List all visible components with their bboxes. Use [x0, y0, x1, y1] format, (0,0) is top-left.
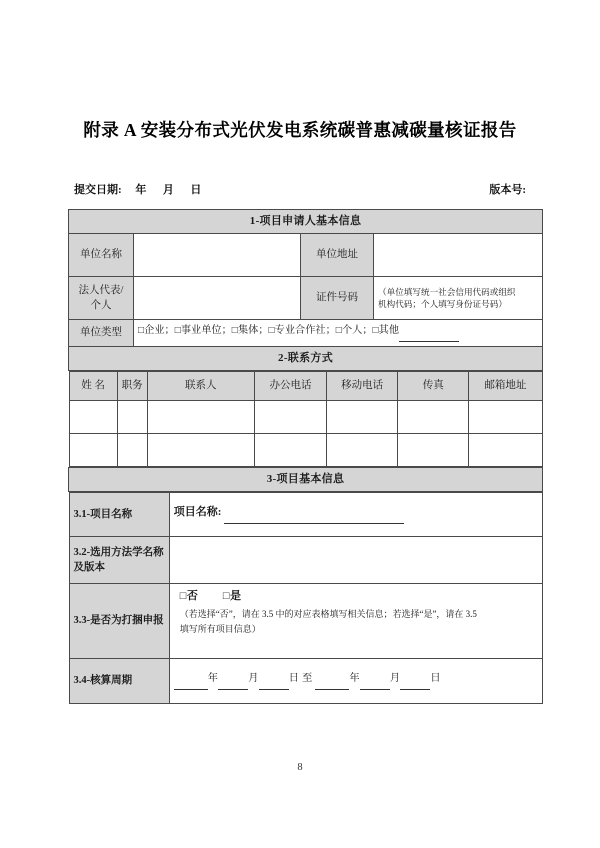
col-header-name: 姓 名 [69, 372, 117, 401]
cycle-start-month-input[interactable] [218, 674, 248, 690]
cycle-start-month-unit: 月 [248, 673, 259, 685]
cycle-end-month-input[interactable] [360, 674, 390, 690]
legal-rep-label-line1: 法人代表/ [78, 284, 124, 296]
item31-value-cell[interactable] [169, 493, 542, 537]
unit-name-input[interactable] [134, 234, 301, 277]
unit-address-label: 单位地址 [301, 234, 374, 277]
cell-mobile-phone[interactable] [327, 401, 398, 434]
cell-name[interactable] [69, 401, 117, 434]
cycle-end-day-unit: 日 [430, 673, 441, 685]
unit-type-options[interactable] [134, 320, 543, 347]
section2-heading: 2-联系方式 [69, 347, 543, 371]
id-number-label: 证件号码 [301, 277, 374, 320]
contact-table-header-row [69, 372, 542, 401]
unit-type-other-blank[interactable] [399, 326, 459, 342]
item32-input[interactable] [169, 537, 542, 584]
cycle-start-day-input[interactable] [259, 674, 289, 690]
section3-heading-row [69, 468, 543, 492]
cell-office-phone[interactable] [254, 434, 326, 467]
table-row [69, 277, 543, 320]
cycle-start-day-unit: 日 [288, 673, 300, 685]
page-number: 8 [297, 762, 303, 773]
application-form-table [68, 209, 543, 704]
col-header-mobile-phone: 移动电话 [327, 372, 398, 401]
item32-label-line1: 3.2-选用方法学名称 [73, 546, 164, 558]
item34-value-cell[interactable] [169, 659, 542, 704]
item33-label: 3.3-是否为打捆申报 [69, 584, 169, 659]
item32-label [69, 537, 169, 584]
contact-table-wrapper-row [69, 371, 543, 468]
item33-choices[interactable] [180, 589, 536, 605]
table-row [69, 537, 542, 584]
legal-rep-label-line2: 个人 [90, 300, 112, 311]
cell-name[interactable] [69, 434, 117, 467]
id-number-note [374, 277, 543, 320]
section2-heading-row [69, 347, 543, 371]
col-header-position: 职务 [117, 372, 147, 401]
section3-heading: 3-项目基本信息 [69, 468, 543, 492]
cell-position[interactable] [117, 401, 147, 434]
cell-contact[interactable] [147, 434, 254, 467]
col-header-contact: 联系人 [147, 372, 254, 401]
cell-email[interactable] [469, 401, 542, 434]
id-number-note-line1: （单位填写统一社会信用代码或组织 [378, 286, 516, 297]
col-header-office-phone: 办公电话 [254, 372, 326, 401]
cell-email[interactable] [469, 434, 542, 467]
checkbox-yes[interactable]: □是 [222, 590, 242, 602]
cycle-start-year-input[interactable] [174, 674, 208, 690]
table-row [69, 584, 542, 659]
cycle-end-year-input[interactable] [315, 674, 349, 690]
legal-rep-label [69, 277, 134, 320]
section3-wrapper-row [69, 492, 543, 705]
unit-type-options-text: □企业；□事业单位；□集体；□专业合作社；□个人；□其他 [138, 325, 400, 337]
item33-value-cell[interactable] [169, 584, 542, 659]
legal-rep-input[interactable] [134, 277, 301, 320]
cell-mobile-phone[interactable] [327, 434, 398, 467]
table-row [69, 659, 542, 704]
table-row [69, 493, 542, 537]
checkbox-no[interactable]: □否 [179, 590, 199, 602]
version-label: 版本号: [489, 184, 526, 196]
section1-heading: 1-项目申请人基本信息 [69, 210, 543, 234]
contact-table [69, 371, 543, 467]
item32-label-line2: 及版本 [73, 562, 105, 573]
project-name-field-label: 项目名称: [173, 506, 222, 519]
table-row [69, 234, 543, 277]
item34-label: 3.4-核算周期 [69, 659, 169, 704]
cell-position[interactable] [117, 434, 147, 467]
cell-office-phone[interactable] [254, 401, 326, 434]
table-row [69, 320, 543, 347]
section3-table [69, 492, 543, 704]
item33-note-line2: 填写所有项目信息） [179, 624, 261, 635]
submit-date-label: 提交日期: 年 月 日 [74, 184, 202, 196]
unit-type-label: 单位类型 [69, 320, 134, 347]
item31-label: 3.1-项目名称 [69, 493, 169, 537]
id-number-note-line2: 机构代码；个人填写身份证号码） [378, 299, 507, 309]
table-row [69, 401, 542, 434]
cell-fax[interactable] [398, 401, 469, 434]
cycle-end-month-unit: 月 [389, 673, 401, 685]
item33-note [180, 607, 536, 638]
cycle-end-day-input[interactable] [400, 674, 430, 690]
page-title: 附录 A 安装分布式光伏发电系统碳普惠减碳量核证报告 [83, 120, 517, 140]
item33-note-line1: （若选择“否”，请在 3.5 中的对应表格填写相关信息；若选择“是”，请在 3.5 [179, 608, 477, 619]
cell-fax[interactable] [398, 434, 469, 467]
section1-heading-row [69, 210, 543, 234]
col-header-email: 邮箱地址 [469, 372, 542, 401]
cycle-end-year-unit: 年 [349, 673, 360, 685]
unit-address-input[interactable] [374, 234, 543, 277]
cycle-start-year-unit: 年 [207, 673, 219, 685]
cell-contact[interactable] [147, 401, 254, 434]
cycle-to-label: 至 [302, 673, 313, 685]
col-header-fax: 传真 [398, 372, 469, 401]
project-name-input[interactable] [224, 507, 404, 524]
table-row [69, 434, 542, 467]
unit-name-label: 单位名称 [69, 234, 134, 277]
meta-line [74, 181, 526, 197]
